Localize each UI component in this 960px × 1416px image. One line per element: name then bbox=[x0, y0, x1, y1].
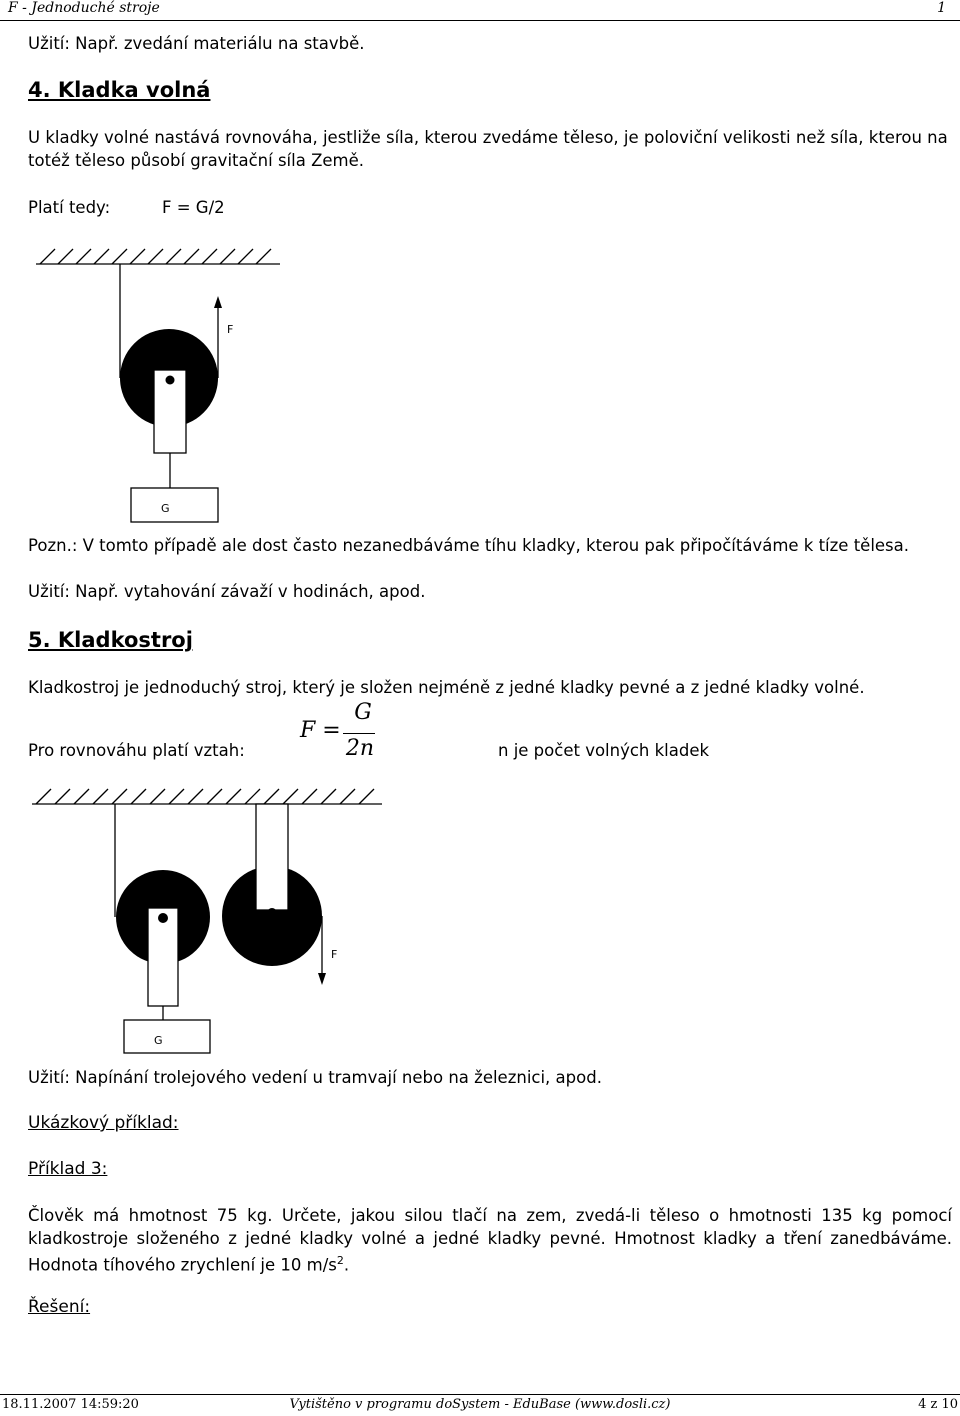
formula-numerator: G bbox=[354, 700, 372, 725]
footer-printed: Vytištěno v programu doSystem - EduBase (www.dosli.cz) bbox=[289, 1397, 671, 1412]
section-5-heading: 5. Kladkostroj bbox=[28, 628, 193, 652]
weight-box bbox=[131, 488, 218, 522]
ceiling-hatch bbox=[36, 249, 280, 264]
example-title: Příklad 3: bbox=[28, 1159, 108, 1179]
example-heading: Ukázkový příklad: bbox=[28, 1113, 179, 1133]
formula-fraction-bar bbox=[343, 733, 375, 734]
force-arrow-head bbox=[214, 296, 222, 308]
section-5-text: Kladkostroj je jednoduchý stroj, který je složen nejméně z jedné kladky pevné a z jedné kladky volné. bbox=[28, 678, 865, 697]
force-label: F bbox=[331, 948, 338, 961]
header-page-number: 1 bbox=[937, 0, 946, 16]
free-pulley-axle bbox=[158, 913, 168, 923]
weight-label: G bbox=[154, 1034, 163, 1047]
example-text bbox=[28, 1205, 952, 1277]
example-text-end: . bbox=[343, 1255, 350, 1275]
formula-lhs: F = bbox=[300, 718, 341, 743]
free-pulley-diagram bbox=[0, 240, 300, 530]
footer-datetime: 18.11.2007 14:59:20 bbox=[2, 1397, 139, 1412]
formula-note: n je počet volných kladek bbox=[498, 741, 710, 760]
rule-label: Platí tedy: bbox=[28, 198, 111, 217]
section-4-note: Pozn.: V tomto případě ale dost často nezanedbáváme tíhu kladky, kterou pak připočítáváme k tíze tělesa. bbox=[28, 536, 910, 555]
relation-label: Pro rovnováhu platí vztah: bbox=[28, 741, 245, 760]
section-4-text: U kladky volné nastává rovnováha, jestliže síla, kterou zvedáme těleso, je poloviční velikosti než síla, kterou na totéž těleso působí gravitační síla Země. bbox=[28, 128, 948, 170]
header-title: F - Jednoduché stroje bbox=[8, 0, 160, 16]
pulley-block-diagram bbox=[0, 780, 400, 1060]
weight-label: G bbox=[161, 502, 170, 515]
pulley-axle bbox=[166, 376, 175, 385]
force-label: F bbox=[227, 323, 234, 336]
fixed-pulley-frame bbox=[256, 804, 288, 910]
rule-formula: F = G/2 bbox=[162, 198, 225, 217]
footer-pages: 4 z 10 bbox=[918, 1397, 958, 1412]
section-4-use: Užití: Např. vytahování závaží v hodinách, apod. bbox=[28, 582, 426, 601]
intro-use-text: Užití: Např. zvedání materiálu na stavbě. bbox=[28, 34, 365, 53]
formula-denominator: 2n bbox=[345, 736, 375, 761]
ceiling-hatch bbox=[32, 789, 382, 804]
example-text-sup: 2 bbox=[336, 1254, 344, 1267]
force-arrow-head bbox=[318, 973, 326, 985]
solution-heading: Řešení: bbox=[28, 1297, 91, 1317]
fixed-pulley-axle bbox=[267, 908, 277, 918]
example-text-main: Člověk má hmotnost 75 kg. Určete, jakou silou tlačí na zem, zvedá-li těleso o hmotnosti 135 kg pomocí kladkostroje složeného z jedné kladky volné a jedné kladky pevné. Hmotnost kladky a tření zanedbáváme. Hodnota tíhového zrychlení je 10 m/s bbox=[28, 1206, 952, 1275]
weight-box bbox=[124, 1020, 210, 1053]
section-4-heading: 4. Kladka volná bbox=[28, 78, 211, 102]
section-5-use: Užití: Napínání trolejového vedení u tramvají nebo na železnici, apod. bbox=[28, 1068, 602, 1087]
